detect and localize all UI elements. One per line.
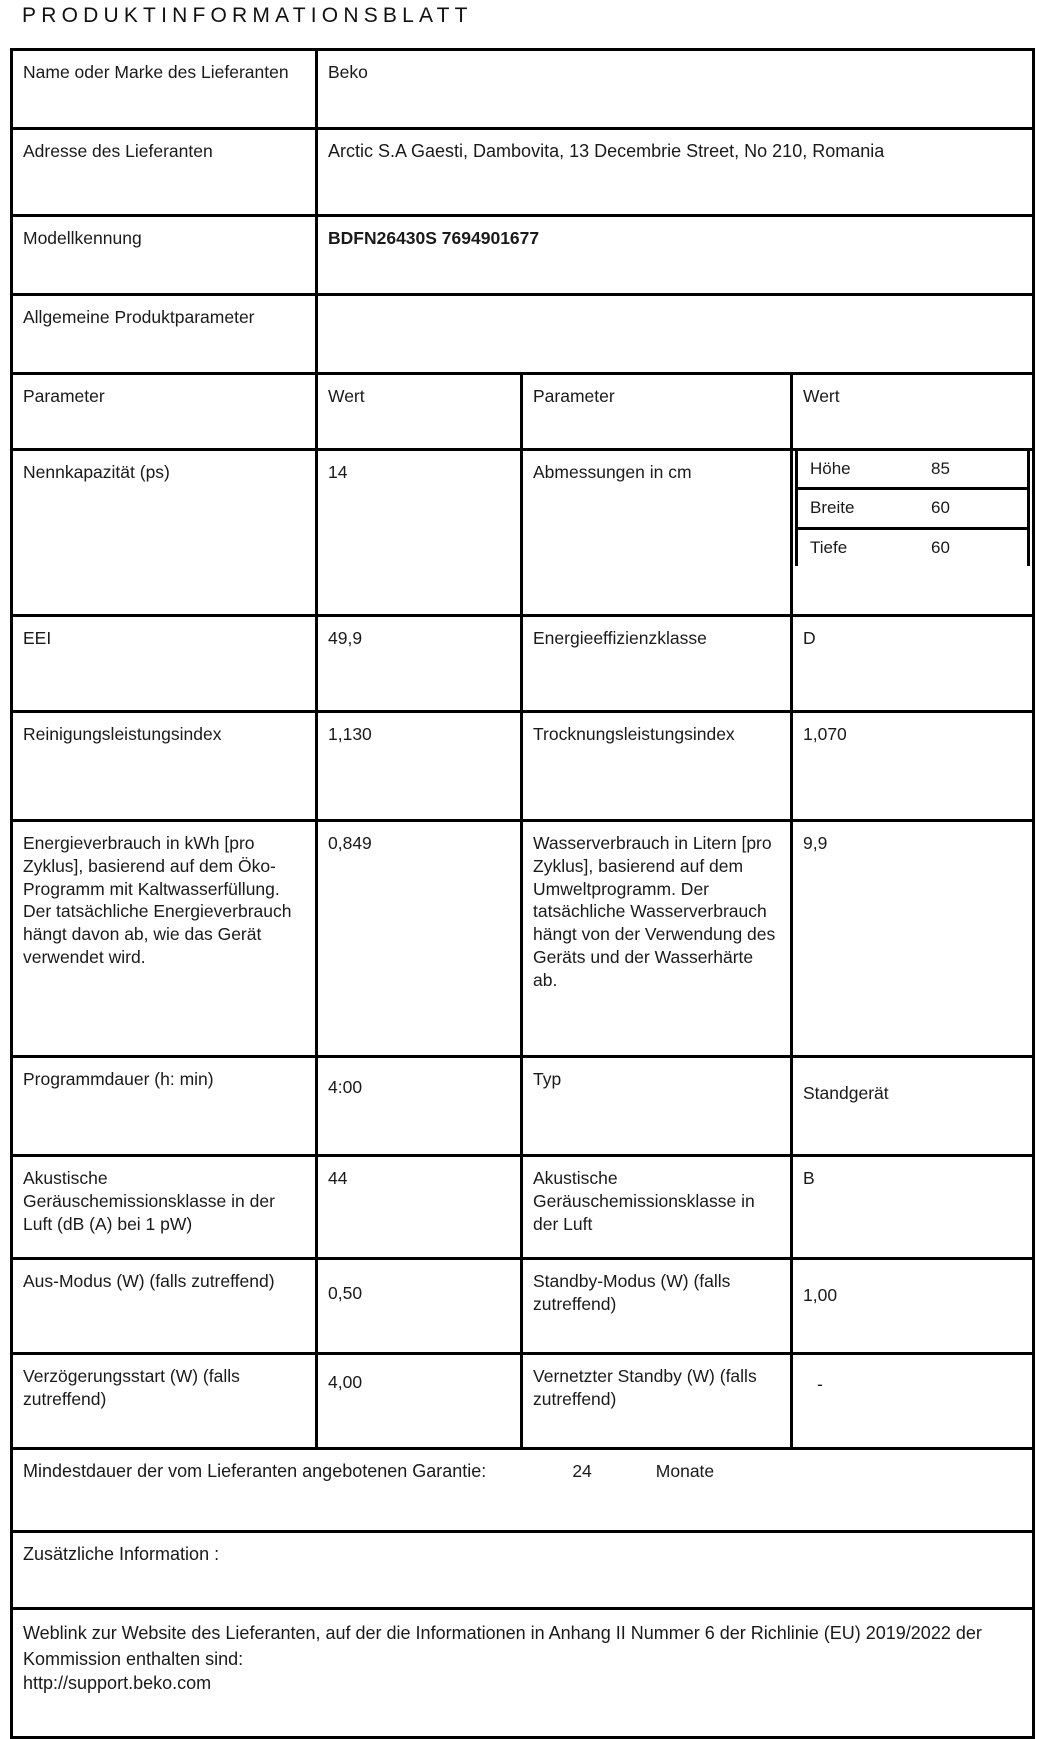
cell-supplier-name-value: Beko	[317, 50, 1034, 129]
cell-noise-db-label: Akustische Geräuschemissionsklasse in der Luft (dB (A) bei 1 pW)	[12, 1156, 317, 1259]
cell-type-value: Standgerät	[792, 1057, 1034, 1156]
dimension-value-width: 60	[931, 489, 1027, 528]
cell-eei-value: 49,9	[317, 616, 522, 712]
cell-delay-start-label: Verzögerungsstart (W) (falls zutreffend)	[12, 1354, 317, 1449]
column-header-parameter-1: Parameter	[12, 374, 317, 450]
cell-guarantee	[12, 1449, 1034, 1532]
table-row-power-modes	[12, 1259, 1034, 1354]
page-title: PRODUKTINFORMATIONSBLATT	[22, 4, 473, 27]
cell-energy-class-value: D	[792, 616, 1034, 712]
cell-drying-index-label: Trocknungsleistungsindex	[522, 712, 792, 821]
table-row-program-duration	[12, 1057, 1034, 1156]
table-row-delay-networked	[12, 1354, 1034, 1449]
table-row-model	[12, 216, 1034, 295]
cell-dimensions-label: Abmessungen in cm	[522, 450, 792, 616]
cell-energy-consumption-value: 0,849	[317, 821, 522, 1057]
guarantee-value: 24	[572, 1461, 592, 1481]
column-header-wert-1: Wert	[317, 374, 522, 450]
cell-type-label: Typ	[522, 1057, 792, 1156]
product-parameters-table	[10, 48, 1035, 1739]
cell-cleaning-index-value: 1,130	[317, 712, 522, 821]
table-row-additional-info	[12, 1532, 1034, 1609]
cell-off-mode-label: Aus-Modus (W) (falls zutreffend)	[12, 1259, 317, 1354]
cell-delay-start-value: 4,00	[317, 1354, 522, 1449]
cell-general-params-label: Allgemeine Produktparameter	[12, 295, 317, 374]
dimension-value-depth: 60	[931, 537, 950, 557]
cell-program-duration-value: 4:00	[317, 1057, 522, 1156]
cell-energy-class-label: Energieeffizienzklasse	[522, 616, 792, 712]
dimension-label-height: Höhe	[798, 451, 931, 489]
cell-off-mode-value: 0,50	[317, 1259, 522, 1354]
cell-standby-mode-label: Standby-Modus (W) (falls zutreffend)	[522, 1259, 792, 1354]
guarantee-label: Mindestdauer der vom Lieferanten angebotenen Garantie:	[23, 1461, 487, 1481]
dimensions-subtable	[798, 451, 1027, 566]
dimension-row-width	[798, 489, 1027, 528]
cell-capacity-value: 14	[317, 450, 522, 616]
weblink-url[interactable]: http://support.beko.com	[23, 1673, 212, 1694]
cell-networked-standby-value: -	[792, 1354, 1034, 1449]
cell-noise-class-value: B	[792, 1156, 1034, 1259]
dimension-label-depth: Tiefe	[810, 537, 848, 557]
cell-supplier-address-label: Adresse des Lieferanten	[12, 129, 317, 216]
table-row-performance-index	[12, 712, 1034, 821]
table-row-column-headers	[12, 374, 1034, 450]
cell-program-duration-label: Programmdauer (h: min)	[12, 1057, 317, 1156]
cell-eei-label: EEI	[12, 616, 317, 712]
table-row-capacity-dimensions	[12, 450, 1034, 616]
cell-water-consumption-label: Wasserverbrauch in Litern [pro Zyklus], basierend auf dem Umweltprogramm. Der tatsächliche Wasserverbrauch hängt von der Verwendung des Geräts und der Wasserhärte ab.	[522, 821, 792, 1057]
cell-supplier-name-label: Name oder Marke des Lieferanten	[12, 50, 317, 129]
dimension-row-depth	[798, 528, 1027, 566]
cell-general-params-empty	[317, 295, 1034, 374]
guarantee-unit: Monate	[655, 1461, 715, 1481]
table-row-supplier-address	[12, 129, 1034, 216]
dimension-row-height	[798, 451, 1027, 489]
cell-standby-mode-value: 1,00	[792, 1259, 1034, 1354]
cell-weblink	[12, 1609, 1034, 1738]
cell-supplier-address-value: Arctic S.A Gaesti, Dambovita, 13 Decembrie Street, No 210, Romania	[317, 129, 1034, 216]
cell-model-value: BDFN26430S 7694901677	[317, 216, 1034, 295]
cell-dimensions-values	[792, 450, 1034, 616]
table-row-supplier-name	[12, 50, 1034, 129]
cell-noise-class-label: Akustische Geräuschemissionsklasse in der Luft	[522, 1156, 792, 1259]
cell-capacity-label: Nennkapazität (ps)	[12, 450, 317, 616]
cell-networked-standby-label: Vernetzter Standby (W) (falls zutreffend)	[522, 1354, 792, 1449]
table-row-noise	[12, 1156, 1034, 1259]
table-row-general-params	[12, 295, 1034, 374]
cell-model-label: Modellkennung	[12, 216, 317, 295]
cell-energy-consumption-label: Energieverbrauch in kWh [pro Zyklus], basierend auf dem Öko-Programm mit Kaltwasserfüllung. Der tatsächliche Energieverbrauch hängt davon ab, wie das Gerät verwendet wird.	[12, 821, 317, 1057]
cell-drying-index-value: 1,070	[792, 712, 1034, 821]
cell-additional-info-label: Zusätzliche Information :	[12, 1532, 1034, 1609]
dimension-label-width: Breite	[798, 489, 931, 528]
weblink-description: Weblink zur Website des Lieferanten, auf der die Informationen in Anhang II Nummer 6 der Richlinie (EU) 2019/2022 der Kommission enthalten sind:	[23, 1623, 982, 1670]
column-header-wert-2: Wert	[792, 374, 1034, 450]
table-row-weblink	[12, 1609, 1034, 1738]
table-row-consumption	[12, 821, 1034, 1057]
table-row-eei	[12, 616, 1034, 712]
column-header-parameter-2: Parameter	[522, 374, 792, 450]
dimension-value-height: 85	[931, 451, 1027, 489]
cell-water-consumption-value: 9,9	[792, 821, 1034, 1057]
cell-noise-db-value: 44	[317, 1156, 522, 1259]
cell-cleaning-index-label: Reinigungsleistungsindex	[12, 712, 317, 821]
dimensions-subtable-wrapper	[795, 451, 1030, 566]
table-row-guarantee	[12, 1449, 1034, 1532]
